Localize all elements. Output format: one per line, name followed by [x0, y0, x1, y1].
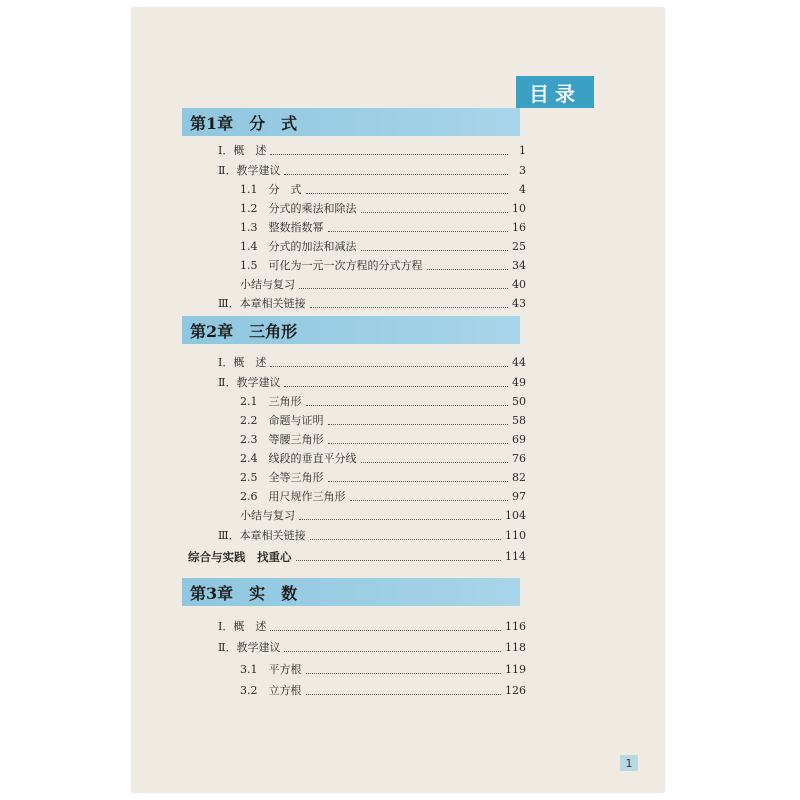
toc-entry[interactable] — [240, 471, 526, 485]
leader-dots — [284, 386, 508, 387]
leader-dots — [310, 307, 508, 308]
toc-entry-label: 2.5 全等三角形 — [240, 471, 324, 484]
leader-dots — [328, 443, 509, 444]
toc-entry-label: Ⅱ．教学建议 — [218, 164, 281, 177]
toc-entry-label: Ⅲ．本章相关链接 — [218, 529, 306, 542]
toc-entry-page: 82 — [512, 471, 526, 484]
toc-entry-label: 2.4 线段的垂直平分线 — [240, 452, 357, 465]
toc-entry-label: Ⅲ．本章相关链接 — [218, 297, 306, 310]
leader-dots — [299, 288, 508, 289]
leader-dots — [310, 539, 501, 540]
toc-entry-label: 小结与复习 — [240, 278, 295, 291]
toc-entry[interactable] — [218, 356, 526, 370]
toc-entry[interactable] — [240, 509, 526, 523]
leader-dots — [306, 673, 502, 674]
toc-entry-page: 58 — [512, 414, 526, 427]
leader-dots — [306, 405, 509, 406]
toc-entry-page: 43 — [512, 297, 526, 310]
toc-entry-label: Ⅰ．概 述 — [218, 356, 267, 369]
toc-entry-page: 16 — [512, 221, 526, 234]
toc-entry[interactable] — [240, 452, 526, 466]
toc-entry-page: 97 — [512, 490, 526, 503]
toc-entry[interactable] — [218, 641, 526, 655]
toc-entry-page: 116 — [505, 620, 526, 633]
toc-entry-page: 10 — [512, 202, 526, 215]
leader-dots — [270, 366, 508, 367]
toc-entry[interactable] — [240, 684, 526, 698]
toc-entry[interactable] — [218, 164, 526, 178]
toc-entry[interactable] — [240, 433, 526, 447]
leader-dots — [284, 174, 508, 175]
toc-entry-label: 1.2 分式的乘法和除法 — [240, 202, 357, 215]
toc-entry-page: 76 — [512, 452, 526, 465]
toc-entry-label: 2.2 命题与证明 — [240, 414, 324, 427]
toc-entry[interactable] — [218, 620, 526, 634]
toc-entry-label: 1.4 分式的加法和减法 — [240, 240, 357, 253]
toc-entry-label: 2.1 三角形 — [240, 395, 302, 408]
toc-entry-label: 3.2 立方根 — [240, 684, 302, 697]
leader-dots — [296, 560, 502, 561]
leader-dots — [427, 269, 509, 270]
chapter-2-heading: 第2章 三角形 — [182, 316, 520, 344]
toc-entry-label: Ⅱ．教学建议 — [218, 376, 281, 389]
toc-entry-page: 110 — [505, 529, 526, 542]
toc-entry-page: 50 — [512, 395, 526, 408]
toc-entry-page: 119 — [505, 663, 526, 676]
toc-entry-label: 1.1 分 式 — [240, 183, 302, 196]
toc-entry[interactable] — [240, 278, 526, 292]
leader-dots — [270, 630, 501, 631]
toc-entry-label: 2.3 等腰三角形 — [240, 433, 324, 446]
leader-dots — [350, 500, 509, 501]
toc-entry-label: Ⅰ．概 述 — [218, 144, 267, 157]
toc-entry-label: Ⅰ．概 述 — [218, 620, 267, 633]
chapter-1-heading: 第1章 分 式 — [182, 108, 520, 136]
toc-entry-page: 104 — [505, 509, 526, 522]
leader-dots — [306, 193, 509, 194]
leader-dots — [361, 250, 509, 251]
page-number: 1 — [620, 755, 638, 771]
toc-entry[interactable] — [240, 490, 526, 504]
toc-entry-page: 118 — [505, 641, 526, 654]
toc-entry-page: 25 — [512, 240, 526, 253]
leader-dots — [328, 231, 509, 232]
leader-dots — [328, 481, 509, 482]
toc-entry-practice[interactable] — [188, 550, 526, 564]
toc-entry[interactable] — [240, 663, 526, 677]
toc-entry-page: 126 — [505, 684, 526, 697]
toc-entry-label: Ⅱ．教学建议 — [218, 641, 281, 654]
leader-dots — [284, 651, 501, 652]
toc-entry-label: 1.3 整数指数幂 — [240, 221, 324, 234]
toc-entry-label: 综合与实践 找重心 — [188, 550, 292, 564]
chapter-3-heading: 第3章 实 数 — [182, 578, 520, 606]
toc-entry[interactable] — [240, 183, 526, 197]
toc-entry[interactable] — [218, 297, 526, 311]
toc-entry-page: 114 — [505, 550, 526, 563]
toc-entry-page: 40 — [512, 278, 526, 291]
toc-entry[interactable] — [240, 240, 526, 254]
toc-entry[interactable] — [218, 144, 526, 158]
leader-dots — [299, 519, 501, 520]
leader-dots — [328, 424, 509, 425]
leader-dots — [270, 154, 508, 155]
toc-entry-page: 1 — [519, 144, 526, 157]
leader-dots — [306, 694, 502, 695]
toc-entry-label: 2.6 用尺规作三角形 — [240, 490, 346, 503]
toc-entry-page: 69 — [512, 433, 526, 446]
toc-entry[interactable] — [240, 414, 526, 428]
leader-dots — [361, 462, 509, 463]
toc-entry[interactable] — [240, 202, 526, 216]
toc-entry-page: 3 — [519, 164, 526, 177]
leader-dots — [361, 212, 509, 213]
toc-entry[interactable] — [240, 259, 526, 273]
toc-entry-page: 49 — [512, 376, 526, 389]
toc-title: 目录 — [516, 76, 594, 108]
toc-entry-label: 1.5 可化为一元一次方程的分式方程 — [240, 259, 423, 272]
toc-entry[interactable] — [218, 529, 526, 543]
toc-entry-label: 3.1 平方根 — [240, 663, 302, 676]
toc-entry-label: 小结与复习 — [240, 509, 295, 522]
toc-entry-page: 44 — [512, 356, 526, 369]
toc-entry-page: 4 — [519, 183, 526, 196]
toc-entry[interactable] — [218, 376, 526, 390]
toc-entry[interactable] — [240, 395, 526, 409]
toc-entry-page: 34 — [512, 259, 526, 272]
toc-entry[interactable] — [240, 221, 526, 235]
